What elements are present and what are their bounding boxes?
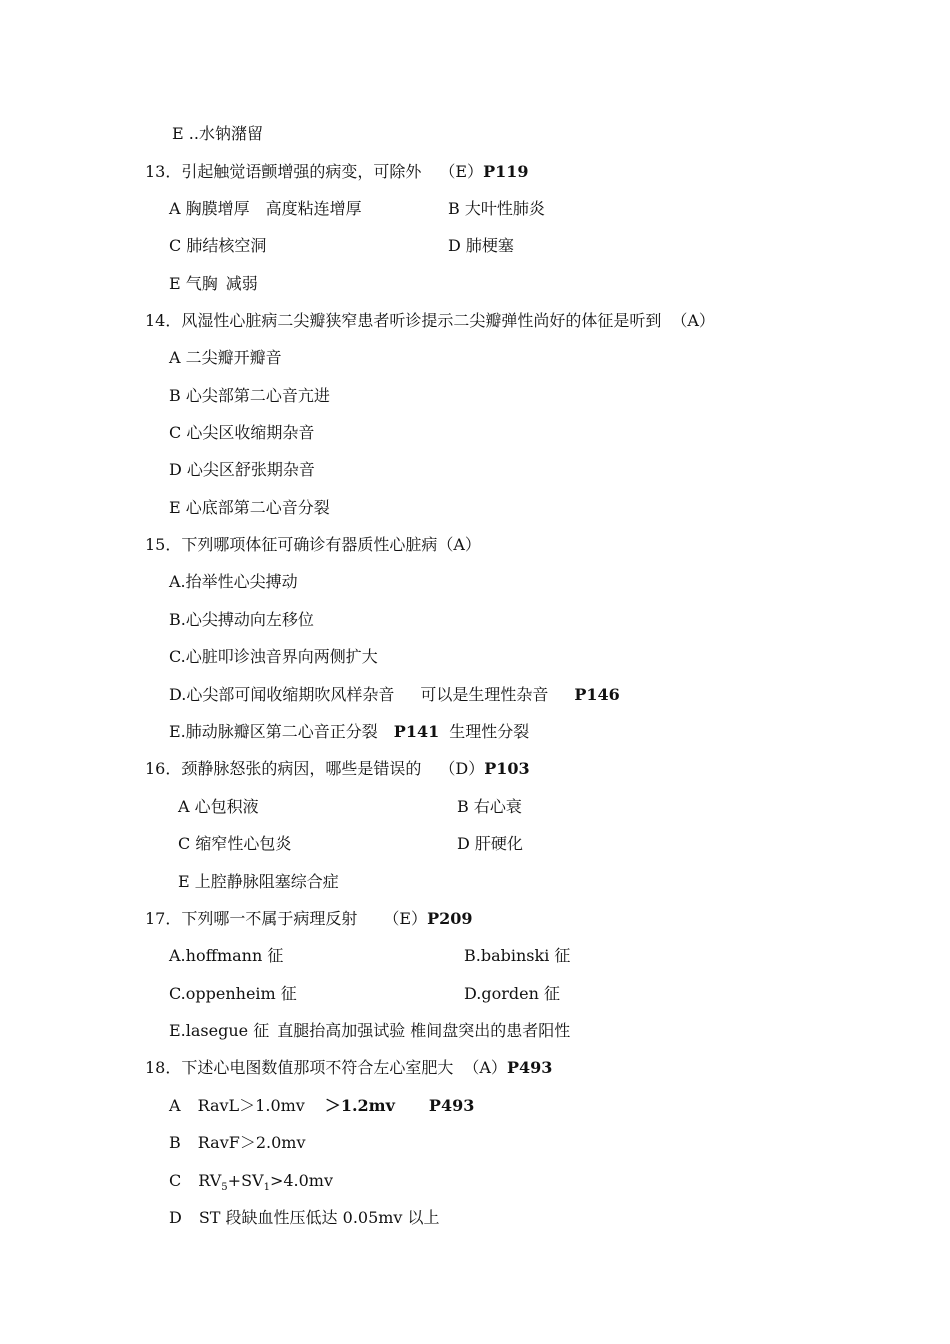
- q18-option-a-ref: P493: [428, 1096, 475, 1115]
- q14-option-a: A 二尖瓣开瓣音: [169, 348, 282, 367]
- q14-option-e: E 心底部第二心音分裂: [169, 498, 330, 517]
- q15-option-d-ref: P146: [574, 685, 620, 704]
- q16-stem: 16．颈静脉怒张的病因，哪些是错误的: [145, 759, 422, 778]
- q16-option-b: B 右心衰: [457, 797, 522, 816]
- q15-stem: 15．下列哪项体征可确诊有器质性心脏病（A）: [145, 535, 481, 554]
- q13-option-e-text: E 气胸: [169, 274, 218, 293]
- q13-stem: 13．引起触觉语颤增强的病变，可除外: [145, 162, 422, 181]
- q15-option-a: A.抬举性心尖搏动: [169, 572, 298, 591]
- q12-option-e: E ..水钠潴留: [172, 124, 263, 143]
- q16-option-c: C 缩窄性心包炎: [178, 834, 292, 853]
- q17-option-e-text: E.lasegue 征: [169, 1021, 270, 1040]
- q13-option-a-note: 高度粘连增厚: [265, 199, 362, 218]
- q15-option-d-note: 可以是生理性杂音: [420, 685, 549, 704]
- q15-option-e-text: E.肺动脉瓣区第二心音正分裂: [169, 722, 378, 741]
- q15-option-b: B.心尖搏动向左移位: [169, 610, 314, 629]
- q17-option-b: B.babinski 征: [464, 946, 571, 965]
- q18-option-c-rv-subscript: 5: [221, 1182, 228, 1193]
- q18-option-a: [169, 1096, 474, 1116]
- q17-option-a: A.hoffmann 征: [169, 946, 284, 965]
- q18-line: [145, 1058, 552, 1078]
- q14-answer: （A）: [671, 311, 715, 330]
- q13-answer: （E）: [439, 162, 484, 181]
- q16-option-e: E 上腔静脉阻塞综合症: [178, 872, 339, 891]
- q14-line: [145, 311, 715, 331]
- q18-option-c-sv: +SV: [227, 1171, 264, 1190]
- q13-option-d: D 肺梗塞: [448, 236, 514, 255]
- q15-option-d-text: D.心尖部可闻收缩期吹风样杂音: [169, 685, 395, 704]
- q13-option-e: [169, 274, 258, 294]
- q15-option-e: [169, 722, 529, 742]
- q15-option-c: C.心脏叩诊浊音界向两侧扩大: [169, 647, 378, 666]
- q17-line: [145, 909, 473, 929]
- q13-line: [145, 162, 529, 182]
- q18-option-d: [169, 1208, 440, 1228]
- q14-option-d: D 心尖区舒张期杂音: [169, 460, 315, 479]
- q13-option-e-note: 减弱: [225, 274, 258, 293]
- q14-option-b: B 心尖部第二心音亢进: [169, 386, 330, 405]
- q17-page-ref: P209: [427, 909, 473, 928]
- q18-option-b: [169, 1133, 306, 1153]
- q18-option-c-letter: C: [169, 1171, 182, 1190]
- q13-option-a-text: A 胸膜增厚: [169, 199, 250, 218]
- q18-option-b-letter: B: [169, 1133, 181, 1152]
- q16-option-a: A 心包积液: [178, 797, 259, 816]
- q18-option-d-text: ST 段缺血性压低达 0.05mv 以上: [198, 1208, 440, 1227]
- q15-option-d: [169, 685, 620, 705]
- q13-option-b: B 大叶性肺炎: [448, 199, 545, 218]
- q18-option-b-text: RavF＞2.0mv: [197, 1133, 306, 1152]
- q15-option-e-ref: P141: [393, 722, 440, 741]
- q17-option-e-note: 直腿抬高加强试验 椎间盘突出的患者阳性: [277, 1021, 571, 1040]
- q13-option-a: [169, 199, 362, 219]
- q18-option-d-letter: D: [169, 1208, 182, 1227]
- q17-option-e: [169, 1021, 570, 1041]
- q17-option-c: C.oppenheim 征: [169, 984, 297, 1003]
- q18-option-c-rv: RV: [198, 1171, 222, 1190]
- q17-stem: 17．下列哪一不属于病理反射: [145, 909, 358, 928]
- q16-answer: （D）: [439, 759, 485, 778]
- q18-option-a-note: ＞1.2mv: [324, 1096, 395, 1115]
- q13-option-c: C 肺结核空洞: [169, 236, 267, 255]
- q18-option-c-sv-subscript: 1: [263, 1182, 270, 1193]
- q16-option-d: D 肝硬化: [457, 834, 523, 853]
- q18-stem: 18．下述心电图数值那项不符合左心室肥大: [145, 1058, 454, 1077]
- q18-option-c-tail: >4.0mv: [269, 1171, 334, 1190]
- q18-page-ref: P493: [506, 1058, 553, 1077]
- q14-option-c: C 心尖区收缩期杂音: [169, 423, 315, 442]
- q16-page-ref: P103: [484, 759, 530, 778]
- q16-line: [145, 759, 530, 779]
- q15-option-e-note: 生理性分裂: [449, 722, 530, 741]
- q14-stem: 14．风湿性心脏病二尖瓣狭窄患者听诊提示二尖瓣弹性尚好的体征是听到: [145, 311, 662, 330]
- q17-answer: （E）: [383, 909, 428, 928]
- q18-option-c: [169, 1171, 333, 1191]
- q18-answer: （A）: [463, 1058, 507, 1077]
- q18-option-a-letter: A: [169, 1096, 181, 1115]
- q18-option-a-text: RavL＞1.0mv: [197, 1096, 305, 1115]
- q13-page-ref: P119: [483, 162, 529, 181]
- q17-option-d: D.gorden 征: [464, 984, 560, 1003]
